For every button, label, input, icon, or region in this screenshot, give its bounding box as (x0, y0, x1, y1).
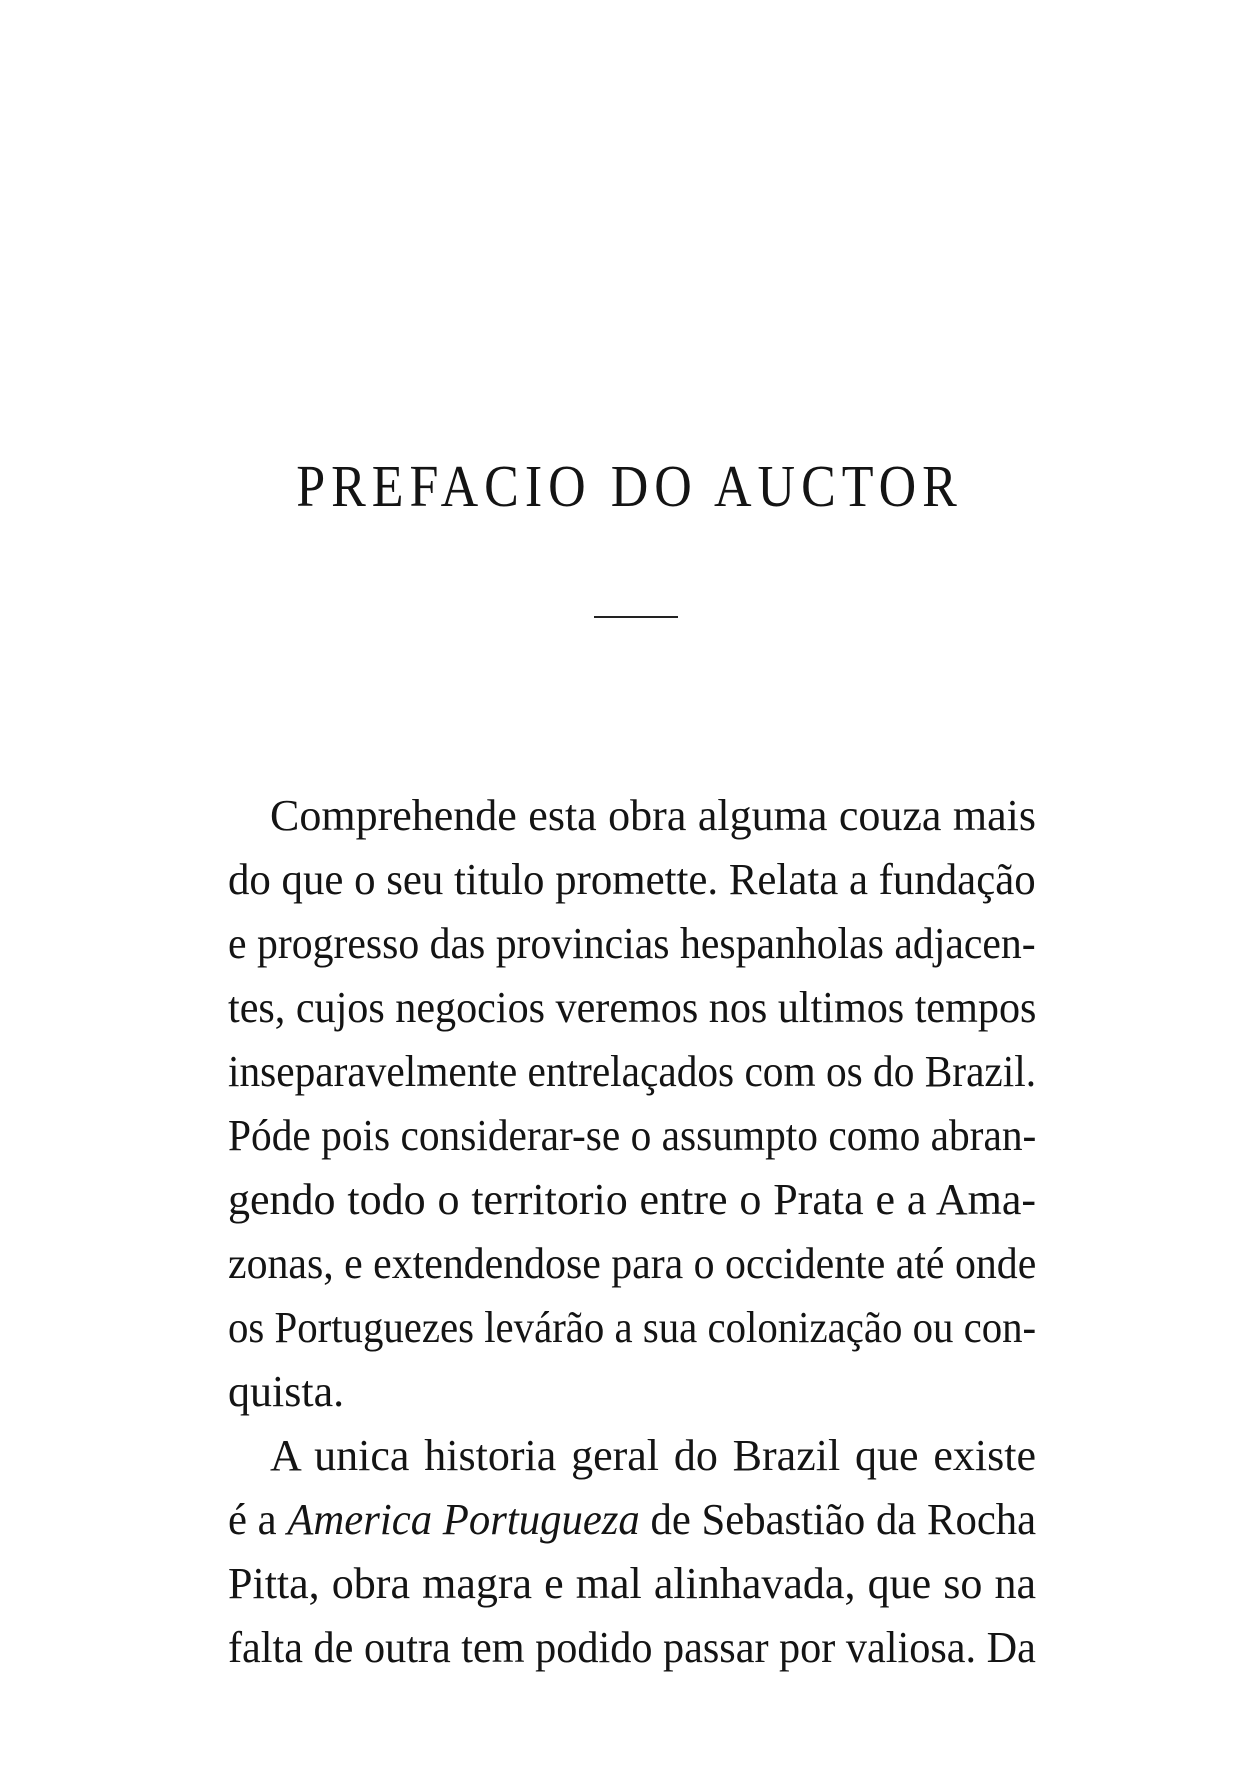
paragraph-1-line-10: quista. (228, 1367, 345, 1416)
paragraph-2-line-2-before: é a (228, 1495, 288, 1544)
paragraph-2-line-1: A unica historia geral do Brazil que existe (270, 1431, 1036, 1480)
paragraph-1-line-5: inseparavelmente entrelaçados com os do Brazil. (228, 1047, 1037, 1096)
paragraph-2-line-4: falta de outra tem podido passar por valiosa. Da (228, 1623, 1036, 1672)
paragraph-2-line-2 (228, 1488, 1037, 1552)
paragraph-1-line-8: zonas, e extendendose para o occidente até onde (228, 1239, 1037, 1288)
book-title-italic: America Portugueza (287, 1495, 640, 1544)
paragraph-1-line-1: Comprehende esta obra alguma couza mais (270, 791, 1036, 840)
body-text (228, 784, 1036, 1680)
paragraph-1-line-3: e progresso das provincias hespanholas adjacen- (228, 919, 1036, 968)
paragraph-2-line-3: Pitta, obra magra e mal alinhavada, que so na (228, 1559, 1036, 1608)
paragraph-1-line-6: Póde pois considerar-se o assumpto como abran- (228, 1111, 1037, 1160)
paragraph-1-line-4: tes, cujos negocios veremos nos ultimos tempos (228, 983, 1037, 1032)
paragraph-1-line-2: do que o seu titulo promette. Relata a fundação (228, 855, 1036, 904)
paragraph-1-line-7: gendo todo o territorio entre o Prata e a Ama- (228, 1175, 1036, 1224)
title-divider (594, 616, 678, 618)
page-title: PREFACIO DO AUCTOR (296, 453, 963, 520)
paragraph-1-line-9: os Portuguezes levárão a sua colonização ou con- (228, 1303, 1037, 1352)
paragraph-2-line-2-after: de Sebastião da Rocha (639, 1495, 1037, 1544)
